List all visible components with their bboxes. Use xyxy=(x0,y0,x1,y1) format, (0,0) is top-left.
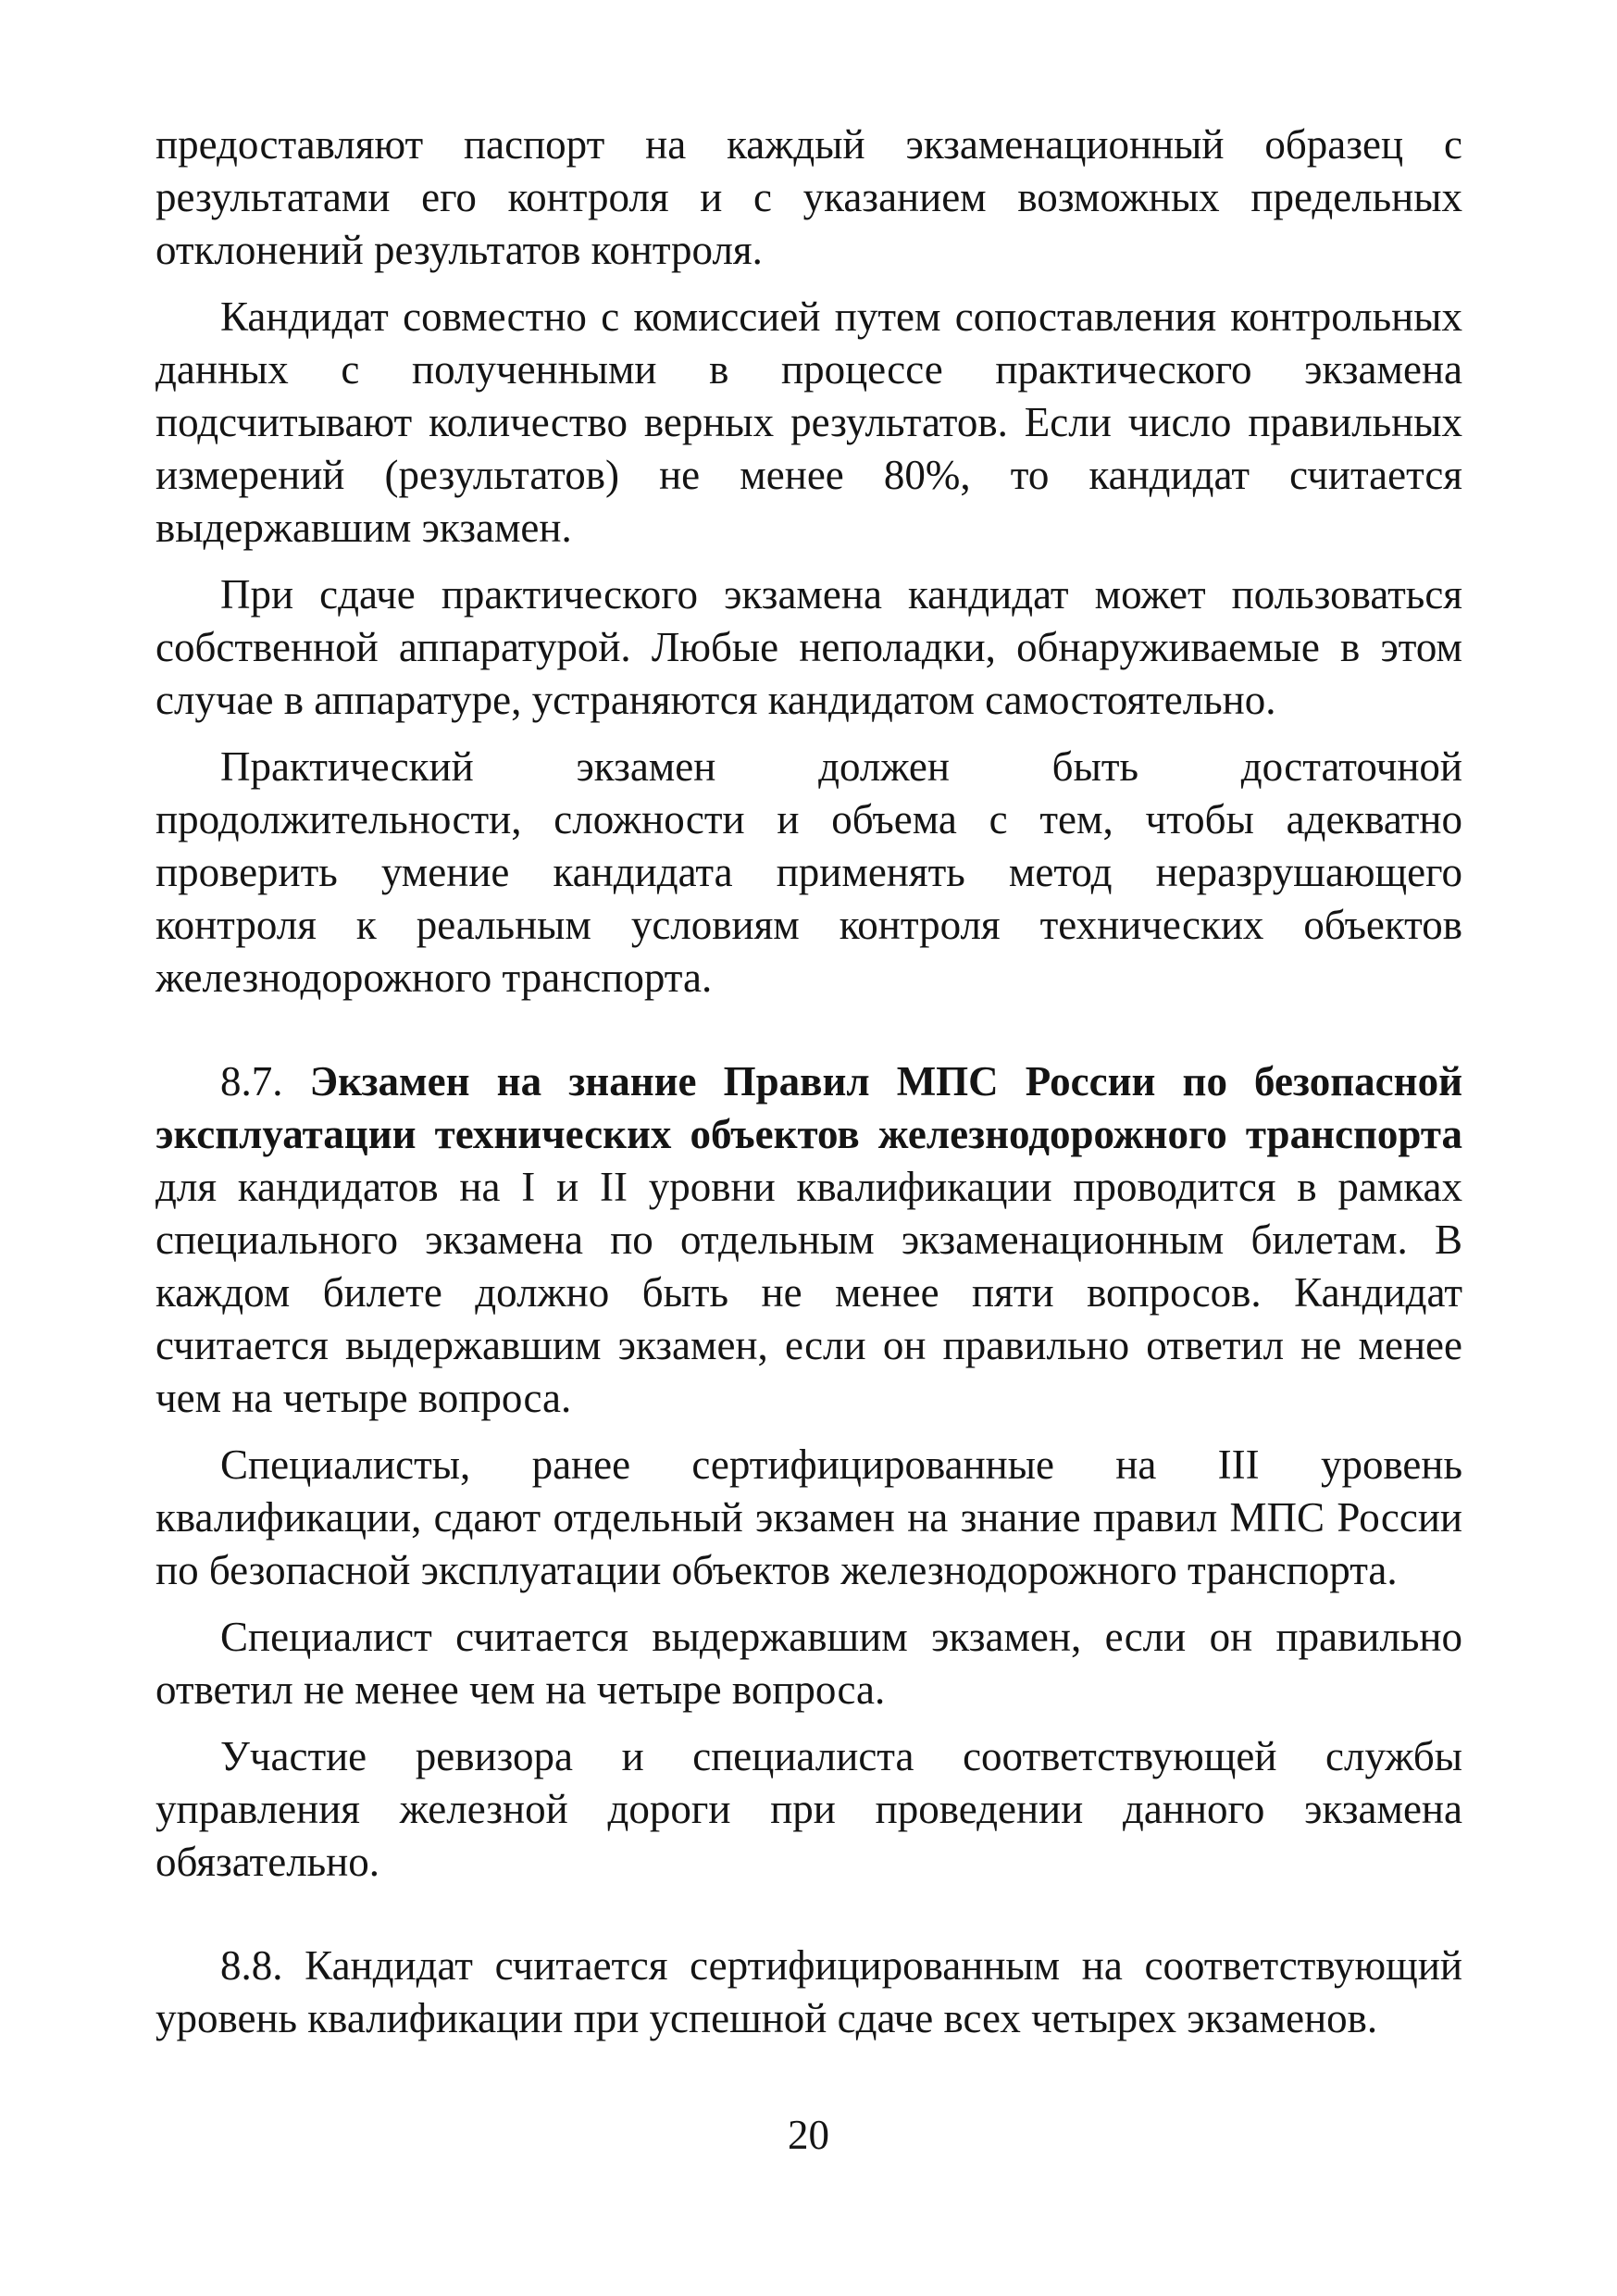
paragraph-level-three-specialists: Специалисты, ранее сертифицированные на III уровень квалификации, сдают отдельный экзамен на знание правил МПС России по безопасной эксплуатации объектов железнодорожного транспорта. xyxy=(155,1441,1462,1593)
section-8-7 xyxy=(155,1055,1462,1425)
page-number: 20 xyxy=(788,2112,829,2158)
paragraph-auditor-participation: Участие ревизора и специалиста соответствующей службы управления железной дороги при проведении данного экзамена обязательно. xyxy=(155,1733,1462,1885)
section-heading-bold: Экзамен на знание Правил МПС России по безопасной эксплуатации технических объектов железнодорожного транспорта xyxy=(155,1058,1462,1157)
paragraph-results-comparison: Кандидат совместно с комиссией путем сопоставления контрольных данных с полученными в процессе практического экзамена подсчитывают количество верных результатов. Если число правильных измерений (результатов) не менее 80%, то кандидат считается выдержавшим экзамен. xyxy=(155,293,1462,551)
section-number: 8.7. xyxy=(220,1058,283,1104)
paragraph-own-equipment: При сдаче практического экзамена кандидат может пользоваться собственной аппаратурой. Любые неполадки, обнаруживаемые в этом случае в аппаратуре, устраняются кандидатом самостоятельно. xyxy=(155,571,1462,723)
section-8-8: 8.8. Кандидат считается сертифицированным на соответствующий уровень квалификации при успешной сдаче всех четырех экзаменов. xyxy=(155,1942,1462,2041)
paragraph-passport: предоставляют паспорт на каждый экзаменационный образец с результатами его контроля и с указанием возможных предельных отклонений результатов контроля. xyxy=(155,121,1462,273)
paragraph-passing-criterion: Специалист считается выдержавшим экзамен, если он правильно ответил не менее чем на четыре вопроса. xyxy=(155,1614,1462,1713)
paragraph-practical-exam-duration: Практический экзамен должен быть достаточной продолжительности, сложности и объема с тем, чтобы адекватно проверить умение кандидата применять метод неразрушающего контроля к реальным условиям контроля технических объектов железнодорожного транспорта. xyxy=(155,743,1462,1001)
section-text: для кандидатов на I и II уровни квалификации проводится в рамках специального экзамена по отдельным экзаменационным билетам. В каждом билете должно быть не менее пяти вопросов. Кандидат считается выдержавшим экзамен, если он правильно ответил не менее чем на четыре вопроса. xyxy=(155,1164,1462,1421)
document-body xyxy=(155,119,1462,2059)
